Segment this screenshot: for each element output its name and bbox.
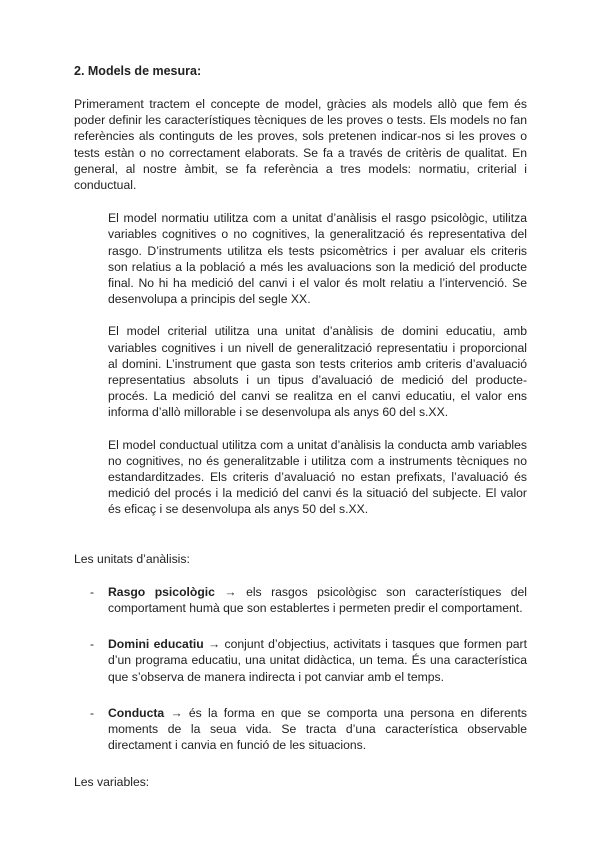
variables-label: Les variables: [74, 774, 150, 789]
list-dash: - [90, 637, 95, 652]
list-text: conjunt d’objectius, activitats i tasques que formen part d’un programa educatiu, una unitat didàctica, un tema. És una característica que s’observa de manera indirecta i pot canviar amb el temps. [108, 637, 527, 684]
list-text: els rasgos psicològisc son característiques del comportament humà que son establertes i permeten predir el comportament. [108, 584, 527, 616]
list-dash: - [90, 584, 95, 599]
arrow-icon: → [208, 637, 221, 652]
list-dash: - [90, 705, 95, 720]
document-page [74, 64, 527, 790]
units-list [74, 584, 527, 754]
list-text: és la forma en que se comporta una persona en diferents moments de la seua vida. Se tracta d’una característica observable directament i canvia en funció de les situacions. [108, 705, 528, 753]
intro-paragraph: Primerament tractem el concepte de model, gràcies als models allò que fem és poder definir les característiques tècniques de les proves o tests. Els models no fan referències als continguts de les proves, sols pretenen indicar-nos si les proves o tests estàn o no correctament elaborats. Se fa a través de critèris de qualitat. En general, al nostre àmbit, se fa referència a tres models: normatiu, criterial i conductual. [74, 97, 527, 193]
list-item [74, 636, 527, 685]
list-item [74, 705, 527, 754]
normative-model-paragraph: El model normatiu utilitza com a unitat d’anàlisis el rasgo psicològic, utilitza variables cognitives o no cognitives, la generalització és representativa del rasgo. D’instruments utilitza els tests psicomètrics i per avaluar els criteris son relatius a la població a més les avaluacions son la medició del producte final. No hi ha medició del canvi i el valor és molt relatiu a l’intervenció. Se desenvolupa a principis del segle XX. [108, 211, 527, 307]
list-term: Conducta [108, 705, 165, 720]
units-label: Les unitats d’anàlisis: [74, 551, 190, 566]
conductual-model-paragraph: El model conductual utilitza com a unitat d’anàlisis la conducta amb variables no cognitives, no és generalitzable i utilitza com a instruments tècniques no estandarditzades. Els criteris d’avaluació no estan prefixats, l’avaluació és medició del procés i la medició del canvi és la situació del subjecte. El valor és eficaç i se desenvolupa als anys 50 del s.XX. [108, 437, 527, 517]
arrow-icon: → [224, 584, 237, 599]
criterial-model-paragraph: El model criterial utilitza una unitat d’anàlisis de domini educatiu, amb variables cognitives i un nivell de generalització representatiu i proporcional al domini. L’instrument que gasta son tests criterios amb criteris d’avaluació representatius absoluts i un tipus d’avaluació de medició del producte-procés. La medició del canvi se realitza en el canvi educatiu, el valor ens informa d’allò millorable i se desenvolupa als anys 60 del s.XX. [108, 324, 527, 420]
list-term: Domini educatiu [108, 637, 204, 652]
list-term: Rasgo psicològic [108, 584, 215, 599]
section-heading: 2. Models de mesura: [74, 64, 202, 78]
arrow-icon: → [170, 705, 183, 720]
list-item [74, 584, 527, 616]
